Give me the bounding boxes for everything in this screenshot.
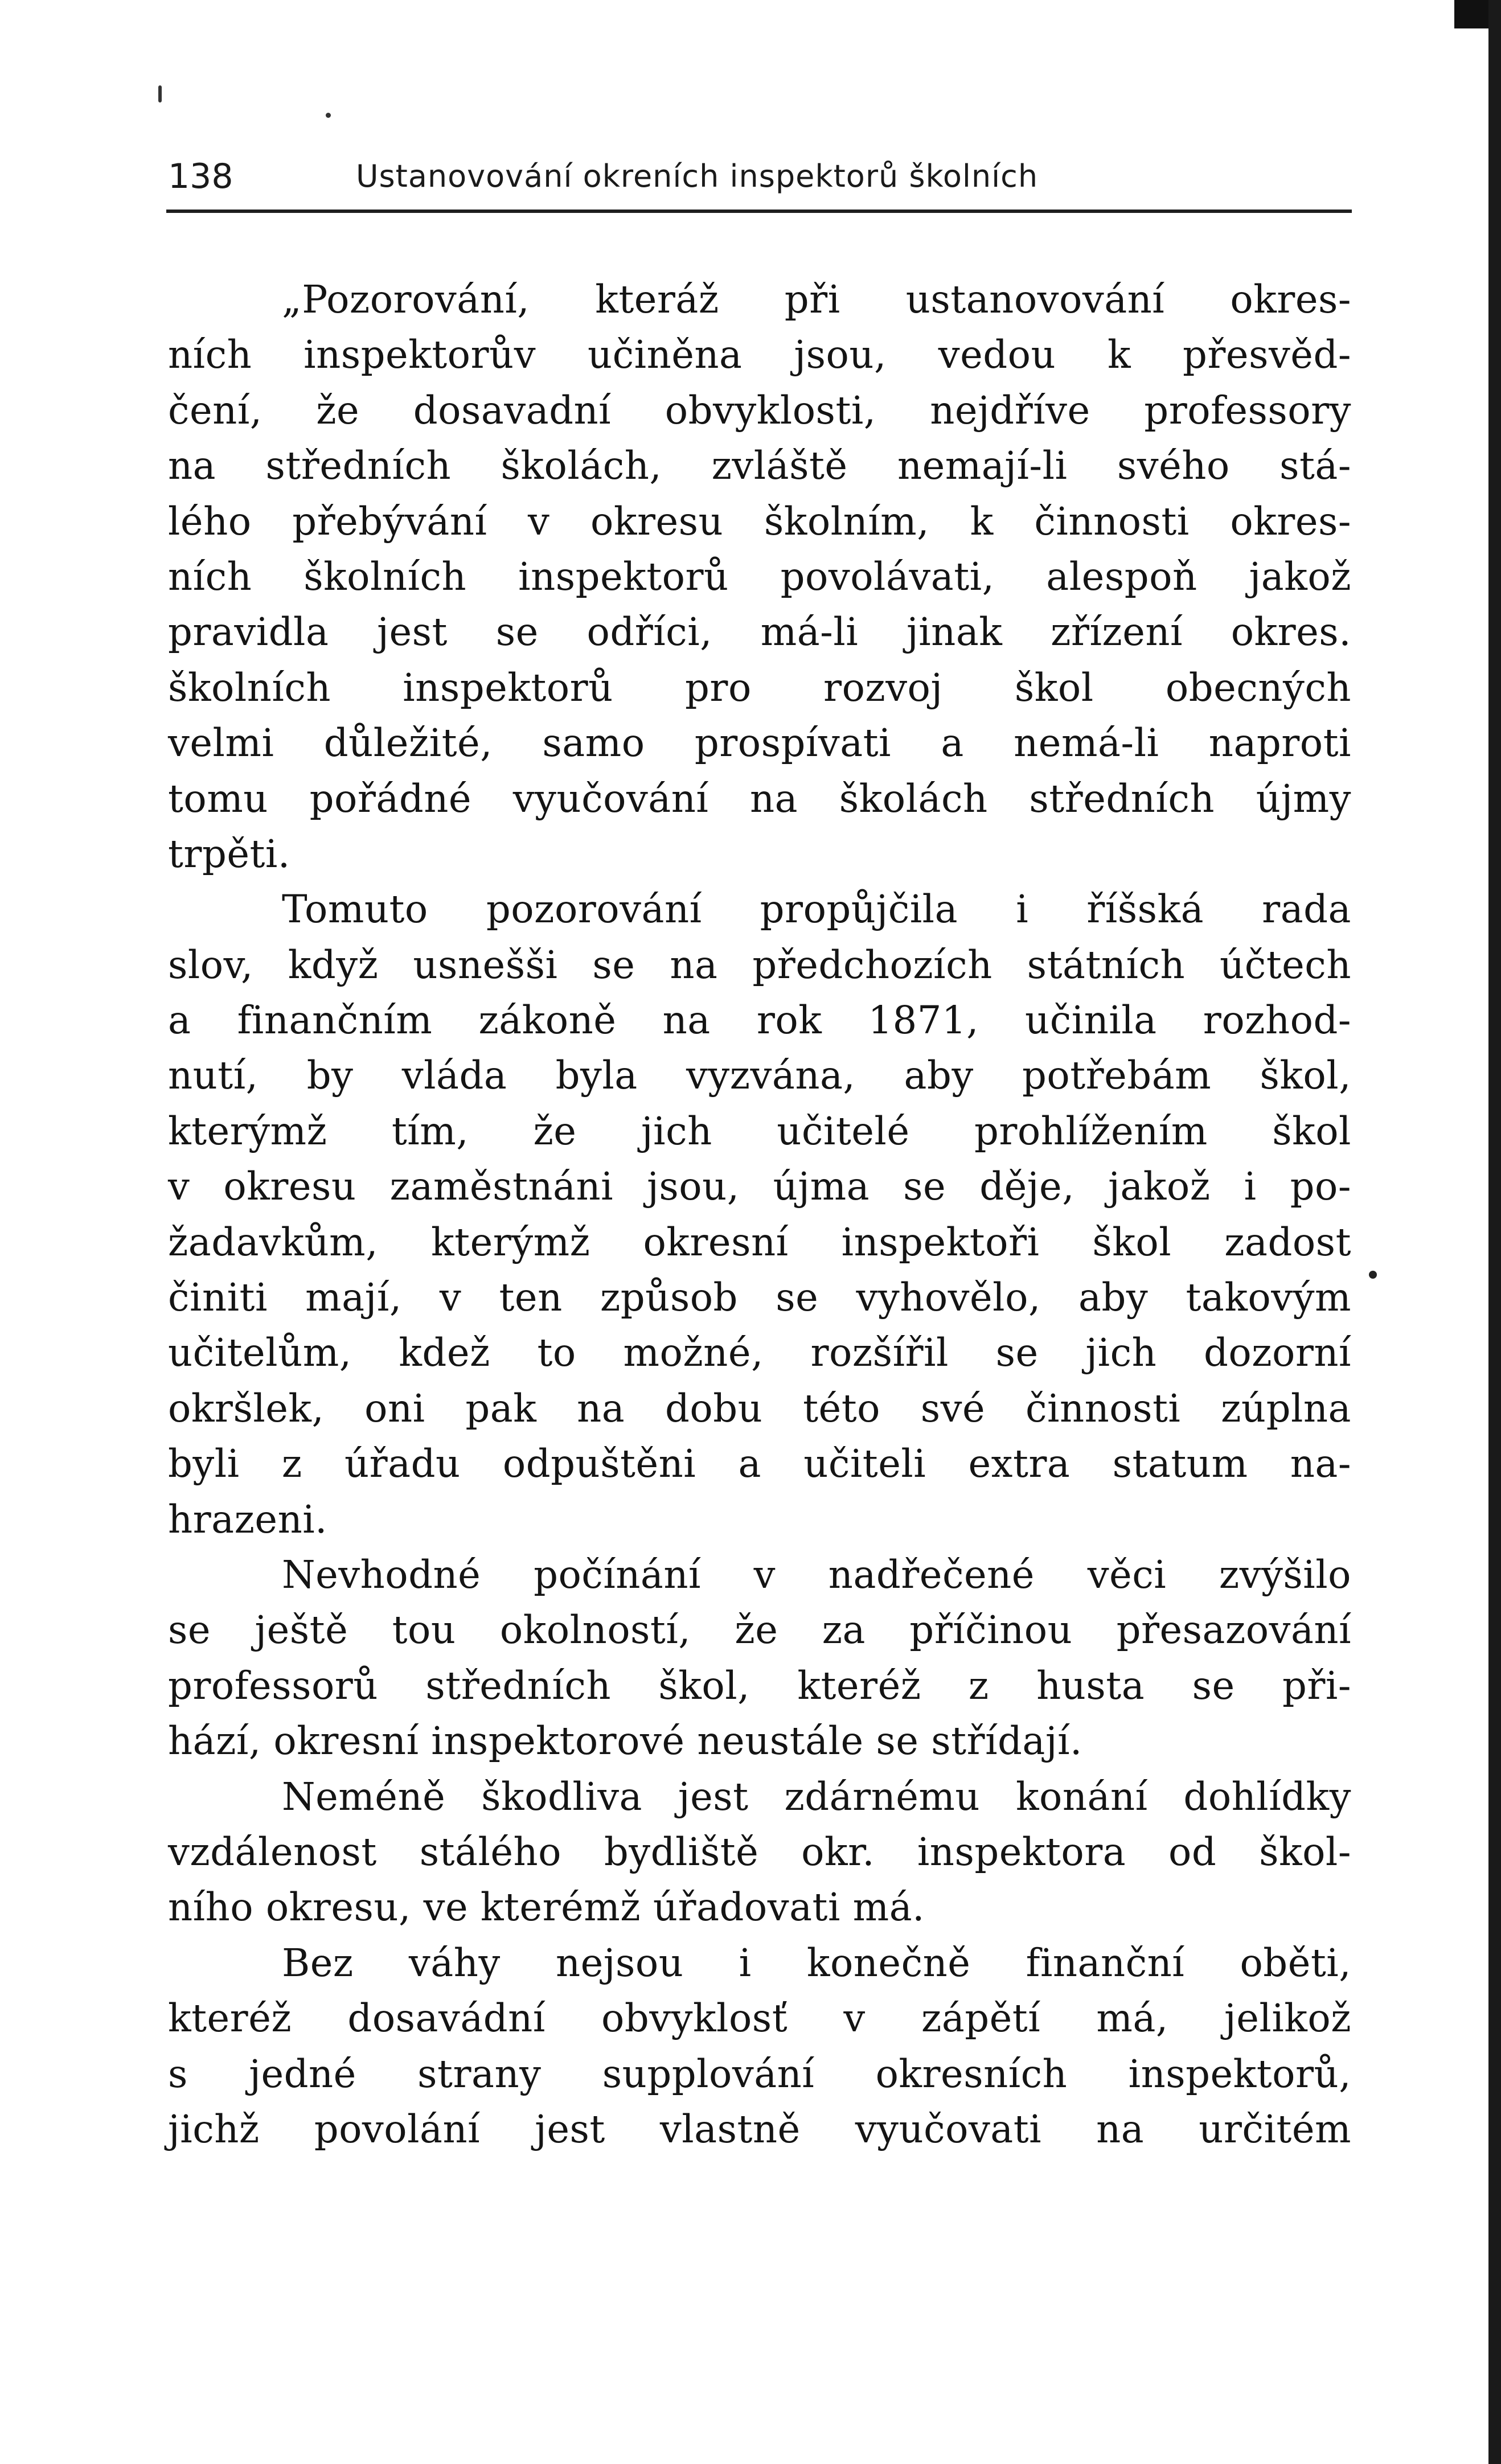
text-line: kteréž dosavádní obvyklosť v zápětí má, jelikož — [168, 1996, 1351, 2041]
paragraph-1 — [168, 272, 1351, 882]
text-line: učitelům, kdež to možné, rozšířil se jich dozorní — [168, 1330, 1351, 1375]
paragraph-3 — [168, 1547, 1351, 1769]
text-line: ních školních inspektorů povolávati, alespoň jakož — [168, 554, 1351, 599]
body-text — [168, 272, 1351, 2157]
text-line: hrazeni. — [168, 1497, 327, 1542]
text-line: trpěti. — [168, 831, 290, 876]
text-line: čení, že dosavadní obvyklosti, nejdříve professory — [168, 388, 1351, 433]
text-line: v okresu zaměstnáni jsou, újma se děje, jakož i po- — [168, 1164, 1351, 1209]
text-line: okršlek, oni pak na dobu této své činnosti zúplna — [168, 1386, 1351, 1431]
text-line: kterýmž tím, že jich učitelé prohlížením škol — [168, 1108, 1351, 1153]
scan-speck — [158, 85, 162, 102]
text-line: žadavkům, kterýmž okresní inspektoři škol zadost — [168, 1219, 1351, 1264]
text-line: lého přebývání v okresu školním, k činnosti okres- — [168, 499, 1351, 544]
text-line: Neméně škodliva jest zdárnému konání dohlídky — [282, 1774, 1351, 1819]
scan-speck — [326, 113, 331, 118]
text-line: školních inspektorů pro rozvoj škol obecných — [168, 665, 1351, 710]
running-title: Ustanovování okreních inspektorů školních — [356, 158, 1039, 194]
text-line: slov, když usnešši se na předchozích státních účtech — [168, 942, 1351, 987]
text-line: Nevhodné počínání v nadřečené věci zvýšilo — [282, 1552, 1351, 1597]
text-line: byli z úřadu odpuštěni a učiteli extra statum na- — [168, 1442, 1351, 1486]
page-header — [168, 154, 1351, 199]
text-line: se ještě tou okolností, že za příčinou přesazování — [168, 1608, 1351, 1653]
text-line: na středních školách, zvláště nemají-li svého stá- — [168, 443, 1351, 488]
text-line: nutí, by vláda byla vyzvána, aby potřebám škol, — [168, 1053, 1351, 1098]
text-line: pravidla jest se odříci, má-li jinak zřízení okres. — [168, 610, 1351, 655]
paragraph-5 — [168, 1936, 1351, 2158]
text-line: „Pozorování, kteráž při ustanovování okres- — [282, 277, 1351, 322]
text-line: velmi důležité, samo prospívati a nemá-li naproti — [168, 721, 1351, 766]
text-line: Tomuto pozorování propůjčila i říšská rada — [282, 887, 1351, 932]
text-line: vzdálenost stálého bydliště okr. inspektora od škol- — [168, 1829, 1351, 1874]
text-line: tomu pořádné vyučování na školách středních újmy — [168, 776, 1351, 821]
text-line: činiti mají, v ten způsob se vyhovělo, aby takovým — [168, 1275, 1351, 1320]
scan-edge-shadow — [1488, 0, 1501, 2464]
margin-dot — [1369, 1271, 1377, 1279]
text-line: ních inspektorův učiněna jsou, vedou k přesvěd- — [168, 332, 1351, 377]
text-line: ního okresu, ve kterémž úřadovati má. — [168, 1885, 925, 1930]
text-line: jichž povolání jest vlastně vyučovati na určitém — [168, 2106, 1351, 2151]
header-rule — [166, 210, 1352, 213]
text-line: professorů středních škol, kteréž z husta se při- — [168, 1663, 1351, 1708]
paragraph-2 — [168, 882, 1351, 1547]
scan-corner-mark — [1454, 0, 1488, 28]
text-line: Bez váhy nejsou i konečně finanční oběti, — [282, 1940, 1351, 1985]
text-line: s jedné strany supplování okresních inspektorů, — [168, 2051, 1351, 2096]
paragraph-4 — [168, 1769, 1351, 1936]
page-number: 138 — [168, 157, 233, 196]
text-line: a finančním zákoně na rok 1871, učinila rozhod- — [168, 998, 1351, 1043]
text-line: hází, okresní inspektorové neustále se střídají. — [168, 1719, 1082, 1764]
